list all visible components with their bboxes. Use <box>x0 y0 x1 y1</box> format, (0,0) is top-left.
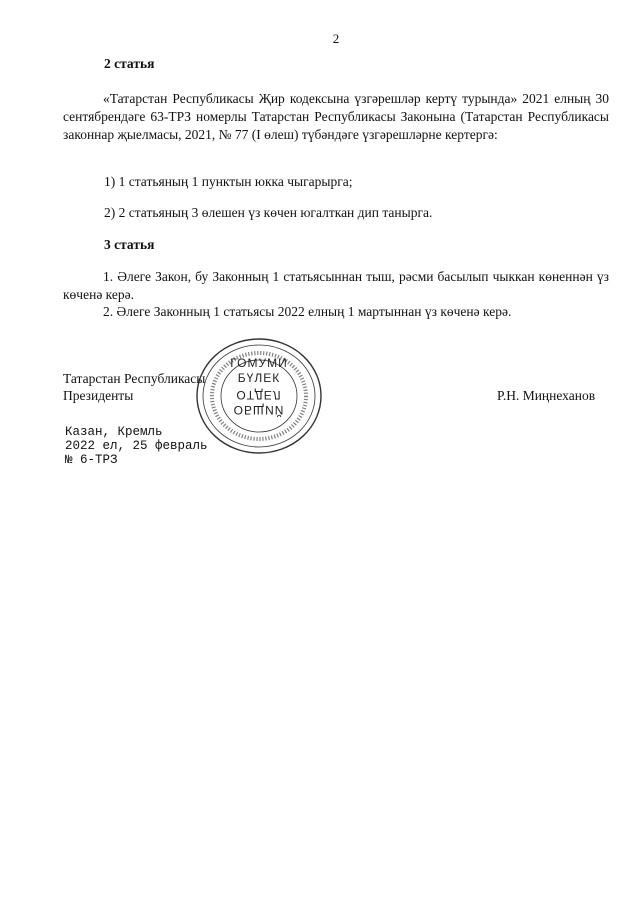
official-seal <box>194 336 324 456</box>
article-2-intro: «Татарстан Республикасы Җир кодексына үзгәрешләр кертү турында» 2021 елның 30 сентябрендәге 63-ТРЗ номерлы Татарстан Республикасы Законына (Татарстан Республикасы законнар җыелмасы, 2021, № 77 (I өлеш) түбәндәге үзгәрешләрне кертергә: <box>63 91 609 142</box>
signatory-title-line-1: Татарстан Республикасы <box>63 371 206 386</box>
article-2-item-2: 2) 2 статьяның 3 өлешен үз көчен югалткан дип танырга. <box>104 205 433 220</box>
seal-word-2: БҮЛЕК <box>237 371 281 385</box>
seal-word-4: ОБЩИЙ <box>233 403 285 417</box>
law-number: № 6-ТРЗ <box>65 453 118 467</box>
article-2-heading: 2 статья <box>104 56 155 71</box>
page-number: 2 <box>332 31 340 46</box>
signatory-name: Р.Н. Миңнеханов <box>497 388 596 403</box>
seal-word-1: ГОМУМИ <box>230 356 288 370</box>
signing-date: 2022 ел, 25 февраль <box>65 439 208 453</box>
seal-word-3: ОТДЕЛ <box>236 388 282 402</box>
article-2-item-1: 1) 1 статьяның 1 пунктын юкка чыгарырга; <box>104 174 353 189</box>
article-3-para-1: 1. Әлеге Закон, бу Законның 1 статьясыннан тыш, рәсми басылып чыккан көненнән үз көченә керә. <box>63 269 609 302</box>
signing-place: Казан, Кремль <box>65 425 163 439</box>
article-3-para-2: 2. Әлеге Законның 1 статьясы 2022 елның 1 мартыннан үз көченә керә. <box>103 304 512 319</box>
signatory-title-line-2: Президенты <box>63 388 134 403</box>
article-3-heading: 3 статья <box>104 237 155 252</box>
